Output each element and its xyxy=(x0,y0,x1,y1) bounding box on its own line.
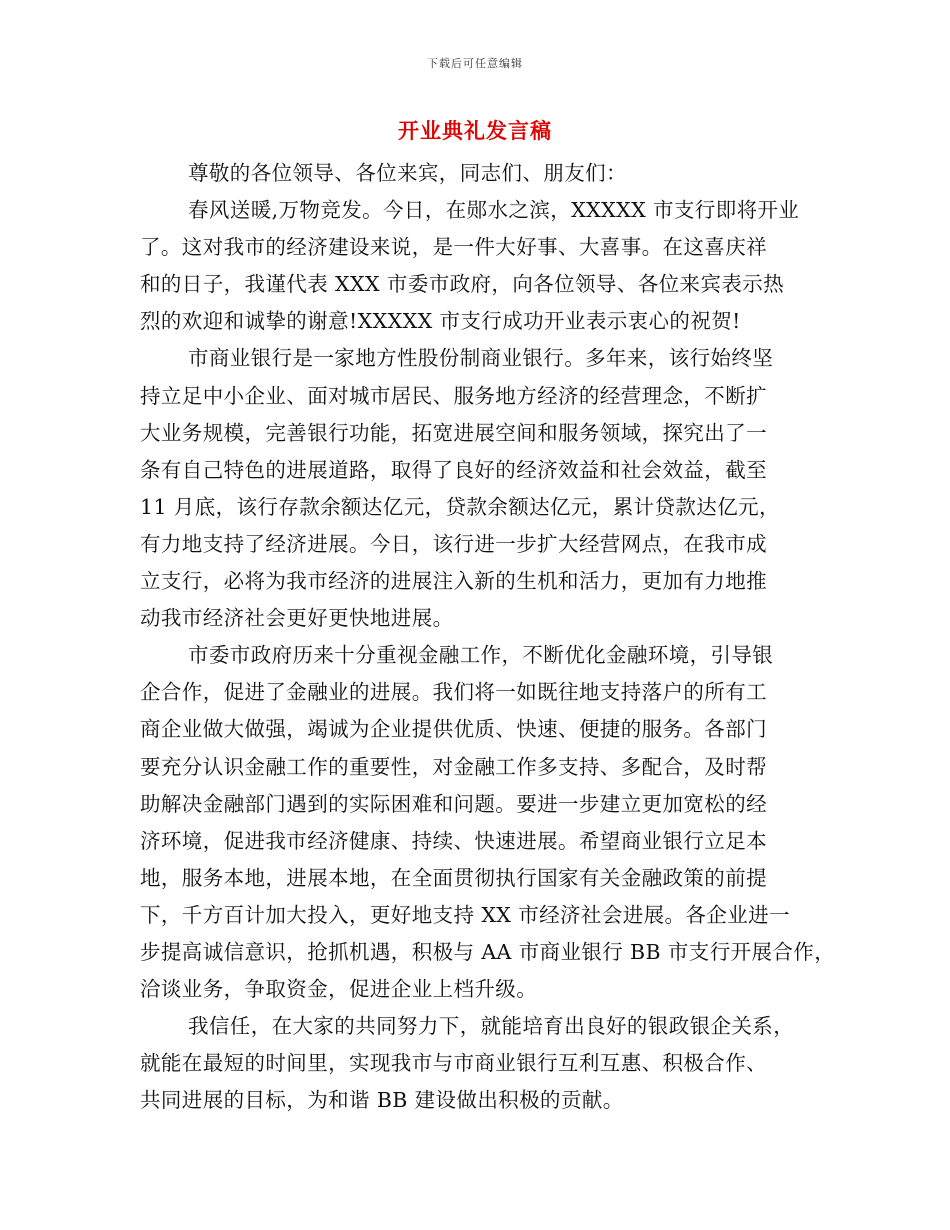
paragraph-line: 动我市经济社会更好更快地进展。 xyxy=(140,606,454,631)
paragraph-line: 有力地支持了经济进展。今日，该行进一步扩大经营网点，在我市成 xyxy=(140,531,767,556)
header-note: 下载后可任意编辑 xyxy=(427,57,523,70)
paragraph-line: 市委市政府历来十分重视金融工作，不断优化金融环境，引导银 xyxy=(188,643,774,668)
paragraph-line: 11 月底，该行存款余额达亿元，贷款余额达亿元，累计贷款达亿元， xyxy=(140,494,780,519)
paragraph-line: 步提高诚信意识，抢抓机遇，积极与 AA 市商业银行 BB 市支行开展合作， xyxy=(140,939,836,964)
paragraph-line: 和的日子，我谨代表 XXX 市委市政府，向各位领导、各位来宾表示热 xyxy=(140,272,785,297)
paragraph-line: 立支行，必将为我市经济的进展注入新的生机和活力，更加有力地推 xyxy=(140,569,767,594)
paragraph-line: 春风送暖,万物竞发。今日，在郧水之滨，XXXXX 市支行即将开业 xyxy=(188,198,800,223)
paragraph-line: 商企业做大做强，竭诚为企业提供优质、快速、便捷的服务。各部门 xyxy=(140,717,767,742)
paragraph-line: 持立足中小企业、面对城市居民、服务地方经济的经营理念，不断扩 xyxy=(140,383,767,408)
salutation-line: 尊敬的各位领导、各位来宾，同志们、朋友们： xyxy=(188,161,627,185)
paragraph-line: 就能在最短的时间里，实现我市与市商业银行互利互惠、积极合作、 xyxy=(140,1051,767,1076)
paragraph-line: 条有自己特色的进展道路，取得了良好的经济效益和社会效益，截至 xyxy=(140,457,767,482)
paragraph-line: 要充分认识金融工作的重要性，对金融工作多支持、多配合，及时帮 xyxy=(140,754,767,779)
paragraph-line: 地，服务本地，进展本地，在全面贯彻执行国家有关金融政策的前提 xyxy=(140,865,767,890)
paragraph-line: 烈的欢迎和诚挚的谢意!XXXXX 市支行成功开业表示衷心的祝贺! xyxy=(140,309,741,334)
paragraph-line: 下，千方百计加大投入，更好地支持 XX 市经济社会进展。各企业进一 xyxy=(140,902,790,927)
paragraph-line: 了。这对我市的经济建设来说，是一件大好事、大喜事。在这喜庆祥 xyxy=(140,235,767,260)
document-body xyxy=(140,155,836,1119)
paragraph-line: 大业务规模，完善银行功能，拓宽进展空间和服务领域，探究出了一 xyxy=(140,420,767,445)
paragraph-line: 洽谈业务，争取资金，促进企业上档升级。 xyxy=(140,977,538,1002)
paragraph-line: 市商业银行是一家地方性股份制商业银行。多年来，该行始终坚 xyxy=(188,346,774,371)
paragraph-line: 企合作，促进了金融业的进展。我们将一如既往地支持落户的所有工 xyxy=(140,680,767,705)
paragraph-line: 济环境，促进我市经济健康、持续、快速进展。希望商业银行立足本 xyxy=(140,828,767,853)
paragraph-line: 共同进展的目标，为和谐 BB 建设做出积极的贡献。 xyxy=(140,1088,624,1113)
paragraph-line: 我信任，在大家的共同努力下，就能培育出良好的银政银企关系， xyxy=(188,1014,795,1039)
document-title: 开业典礼发言稿 xyxy=(398,118,552,143)
paragraph-line: 助解决金融部门遇到的实际困难和问题。要进一步建立更加宽松的经 xyxy=(140,791,767,816)
